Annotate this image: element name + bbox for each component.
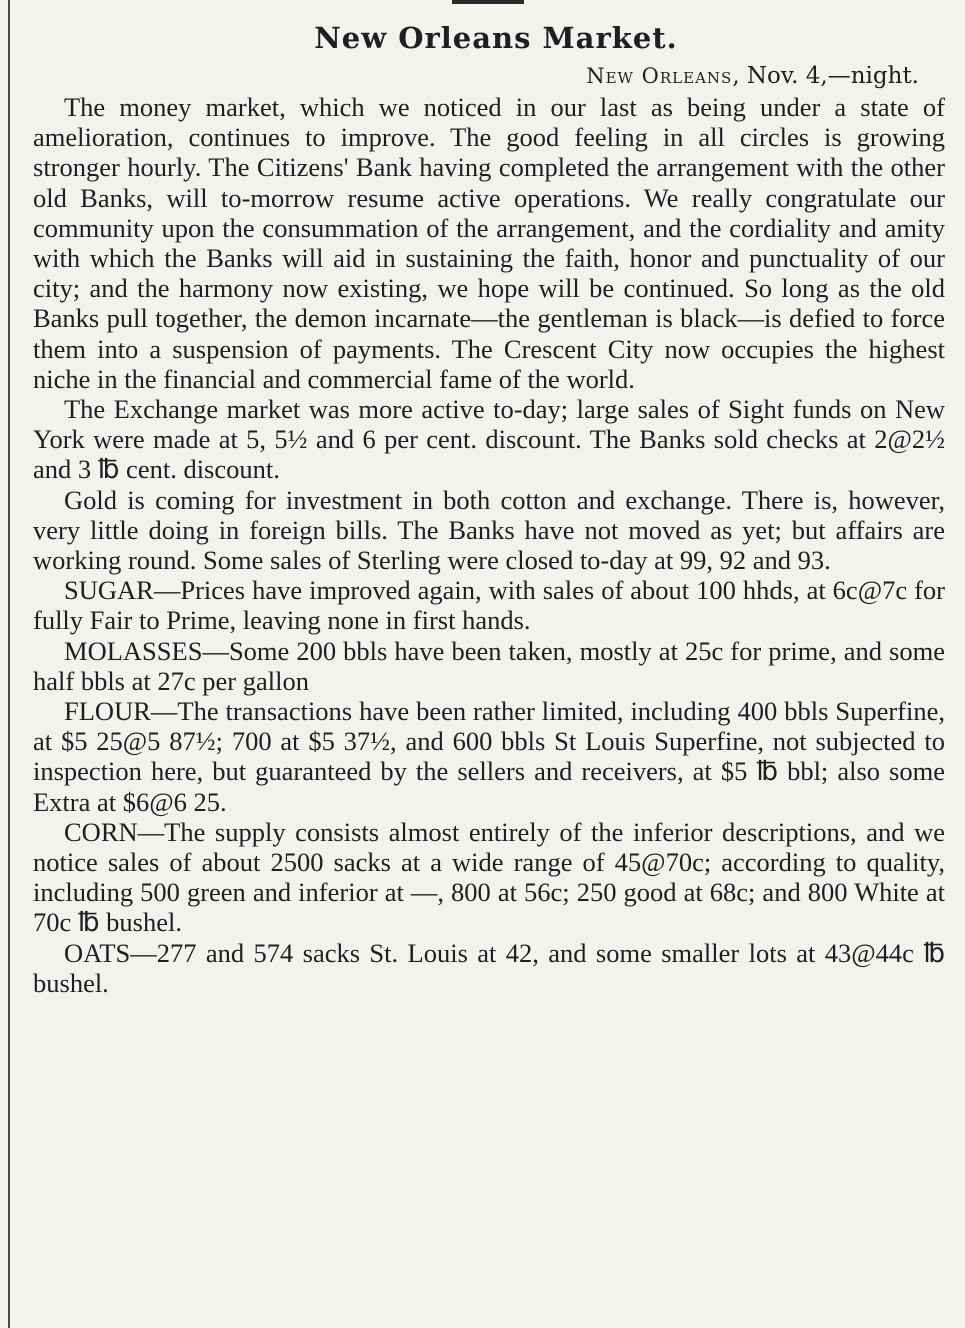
top-separator [452, 0, 524, 4]
paragraph-text: —The transactions have been rather limited, including 400 bbls Superfine, at $5 25@5 87½; 700 at $5 37½, and 600 bbls St Louis Superfine, not subjected to inspection here, but guaranteed by the sellers and receivers, at $5 ℔ bbl; also some Extra at $6@6 25. [33, 696, 945, 817]
article-headline: New Orleans Market. [314, 21, 678, 55]
paragraph-flour [33, 696, 945, 817]
paragraph-text: —Some 200 bbls have been taken, mostly at 25c for prime, and some half bbls at 27c per gallon [33, 635, 945, 696]
paragraph-text: The money market, which we noticed in our last as being under a state of amelioration, continues to improve. The good feeling in all circles is growing stronger hourly. The Citizens' Bank having completed the arrangement with the other old Banks, will to-morrow resume active operations. We really congratulate our community upon the consummation of the arrangement, and the cordiality and amity with which the Banks will aid in sustaining the faith, honor and punctuality of our city; and the harmony now existing, we hope will be continued. So long as the old Banks pull together, the demon incarnate—the gentleman is black—is defied to force them into a suspension of payments. The Crescent City now occupies the highest niche in the financial and commercial fame of the world. [33, 92, 945, 394]
commodity-heading: SUGAR [64, 575, 154, 606]
paragraph-money-market [33, 92, 945, 394]
paragraph-gold [33, 485, 945, 576]
paragraph-corn [33, 817, 945, 938]
commodity-heading: FLOUR [64, 696, 151, 727]
paragraph-molasses [33, 636, 945, 696]
article-column [33, 16, 945, 998]
paragraph-text: Gold is coming for investment in both cotton and exchange. There is, however, very little doing in foreign bills. The Banks have not moved as yet; but affairs are working round. Some sales of Sterling were closed to-day at 99, 92 and 93. [33, 484, 945, 576]
paragraph-text: —277 and 574 sacks St. Louis at 42, and some smaller lots at 43@44c ℔ bushel. [33, 937, 945, 998]
paragraph-sugar [33, 575, 945, 635]
dateline-date: , Nov. 4,—night. [732, 63, 919, 89]
dateline-place: New Orleans [586, 64, 733, 88]
column-rule [8, 0, 10, 1328]
paragraph-exchange [33, 394, 945, 485]
commodity-heading: OATS [64, 937, 131, 968]
commodity-heading: CORN [64, 816, 138, 847]
commodity-heading: MOLASSES [64, 635, 203, 666]
paragraph-oats [33, 938, 945, 998]
dateline [33, 60, 945, 92]
paragraph-text: —The supply consists almost entirely of the inferior descriptions, and we notice sales of about 2500 sacks at a wide range of 45@70c; according to quality, including 500 green and inferior at —, 800 at 56c; 250 good at 68c; and 800 White at 70c ℔ bushel. [33, 816, 945, 938]
paragraph-text: The Exchange market was more active to-day; large sales of Sight funds on New York were made at 5, 5½ and 6 per cent. discount. The Banks sold checks at 2@2½ and 3 ℔ cent. discount. [33, 394, 945, 485]
paragraph-text: —Prices have improved again, with sales of about 100 hhds, at 6c@7c for fully Fair to Prime, leaving none in first hands. [33, 575, 945, 636]
